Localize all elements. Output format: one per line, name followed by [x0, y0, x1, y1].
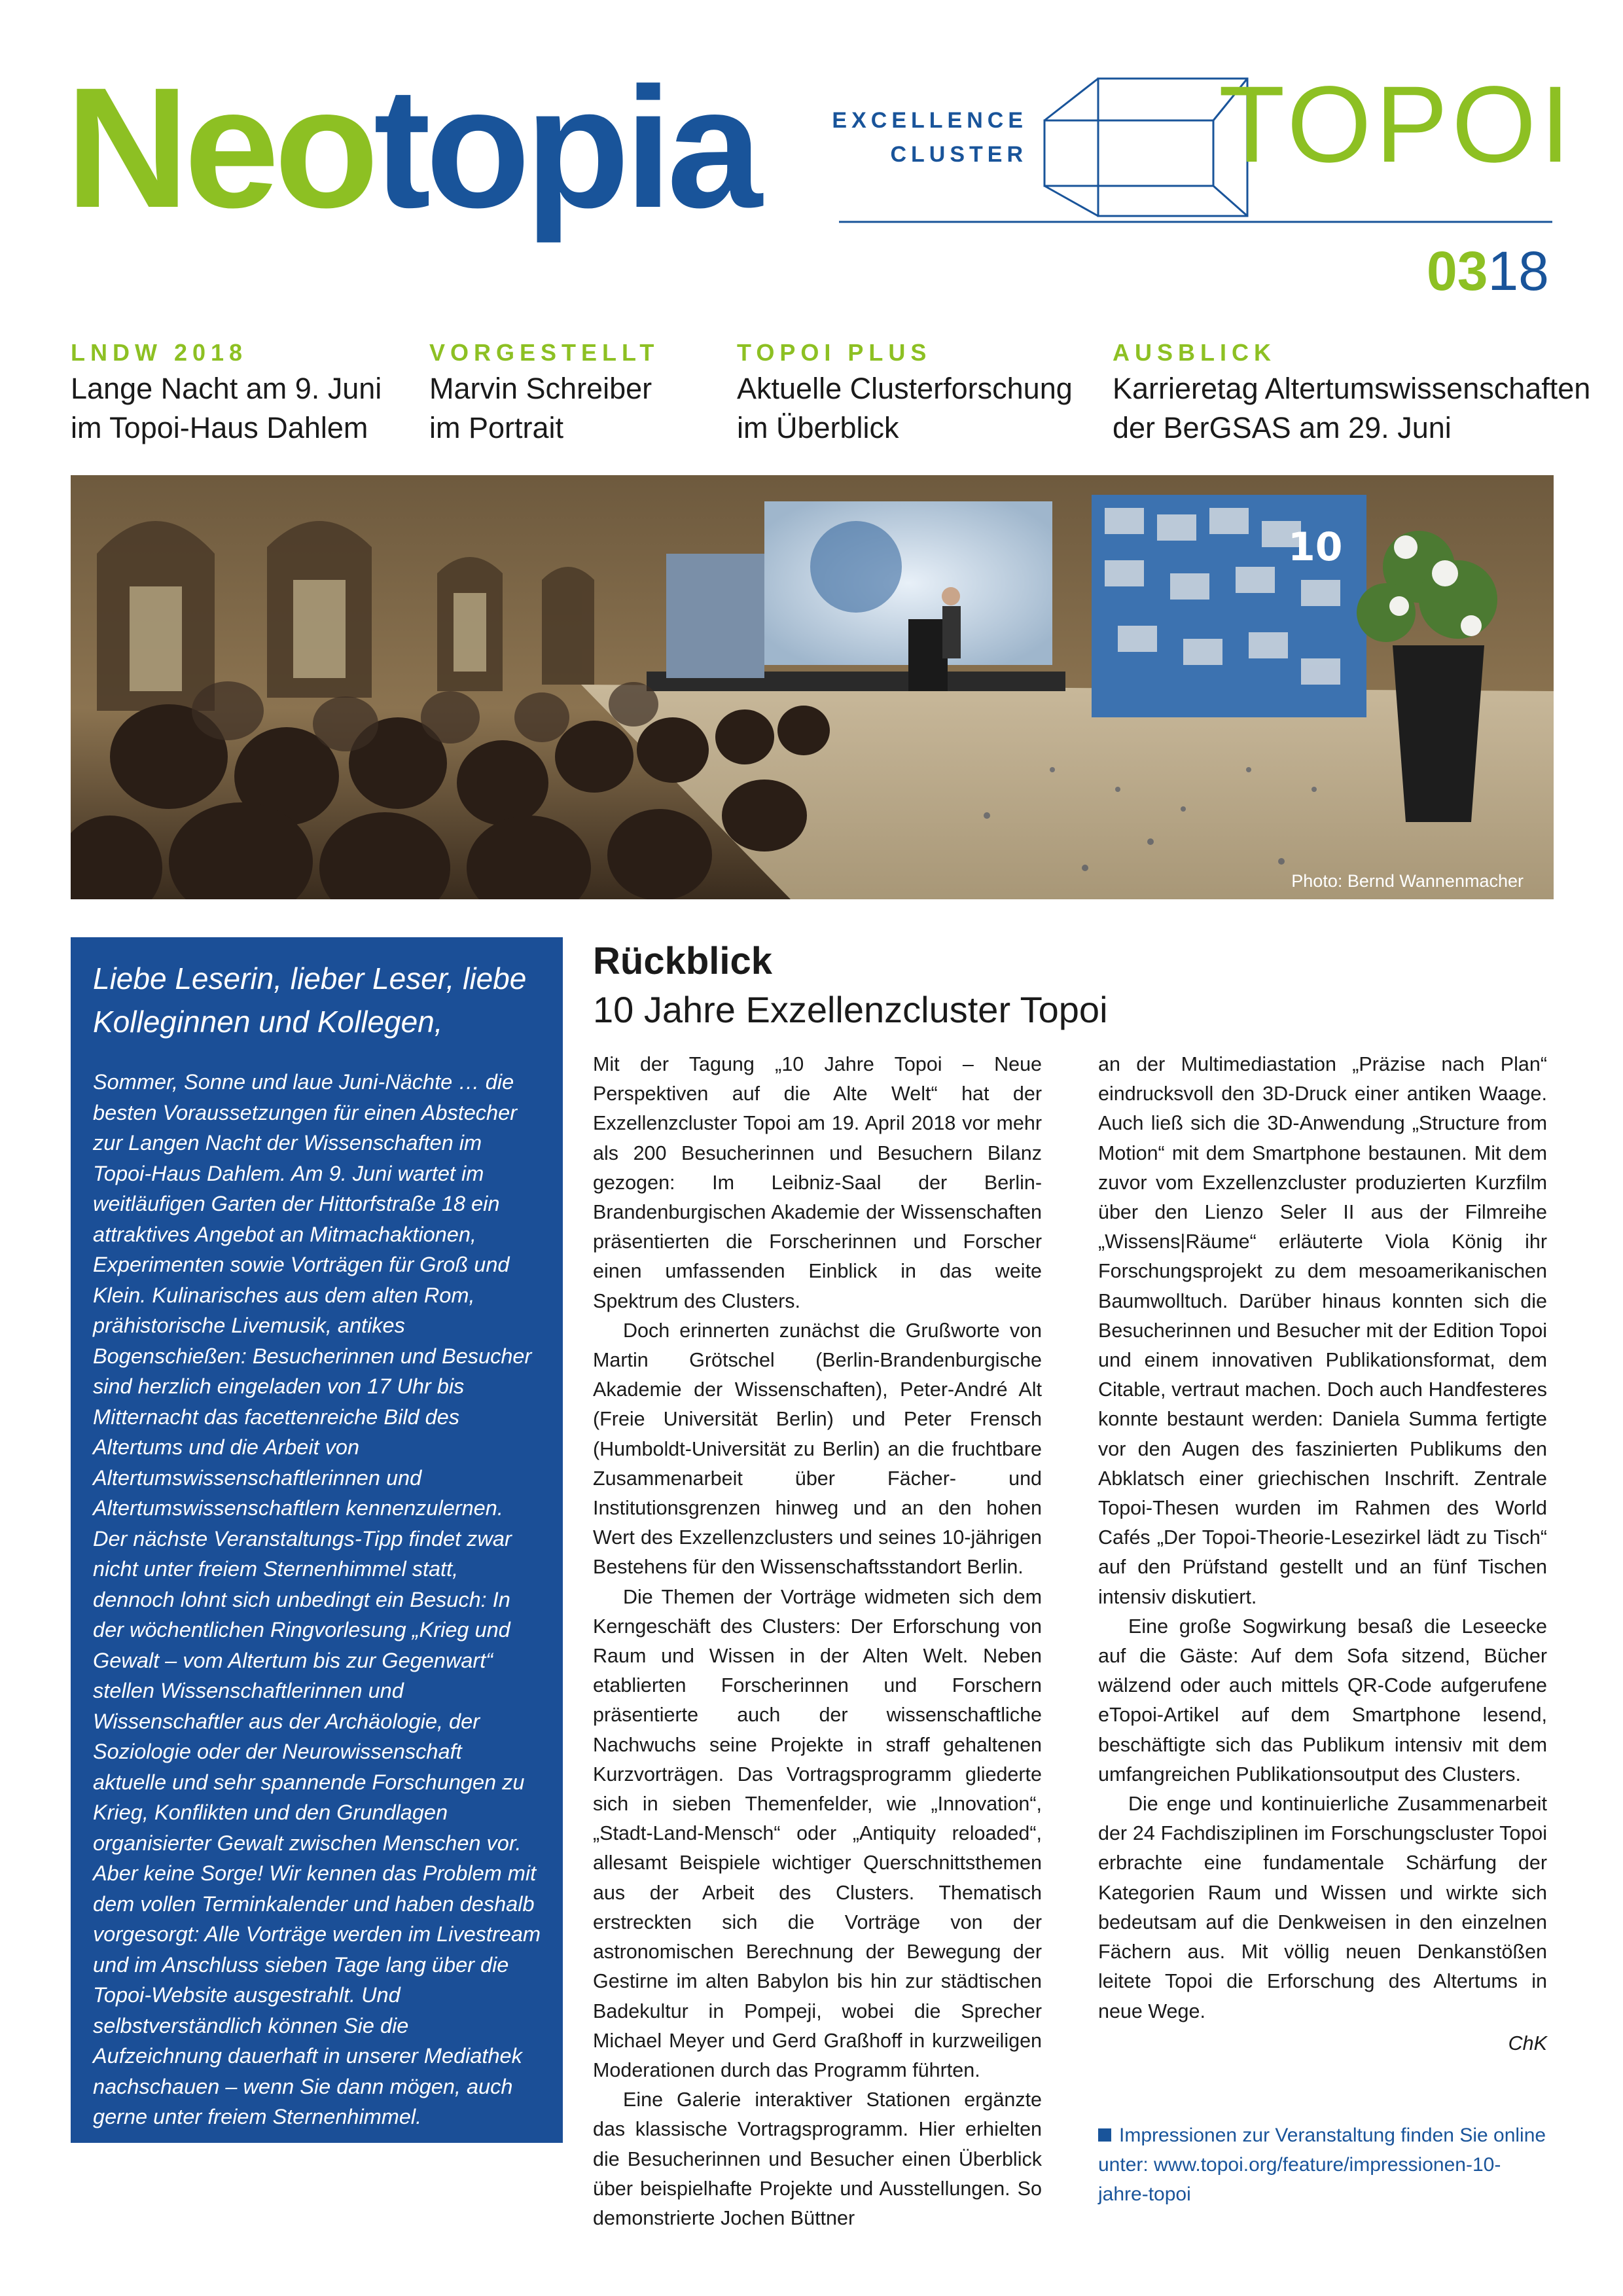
- teaser-kicker: LNDW 2018: [71, 339, 248, 366]
- photo-screen-text: 10: [1288, 524, 1343, 570]
- article-paragraph: Die Themen der Vorträge widmeten sich dem Kerngeschäft des Clusters: Der Erforschung von Raum und Wissen in der Alten Welt. Neben etablierten Forscherinnen und Forschern präsentierte auch der wissenschaftliche Nachwuchs seine Projekte in straff gehaltenen Kurzvorträgen. Das Vortragsprogramm gliederte sich in sieben Themenfelder, wie „Innovation“, „Stadt-Land-Mensch“ oder „Antiquity reloaded“, allesamt Beispiele wichtiger Querschnittsthemen aus der Arbeit des Clusters. Thematisch erstreckten sich die Vorträge von der astronomischen Berechnung der Bewegung der Gestirne im alten Babylon bis hin zur städtischen Badekultur in Pompeji, wobei die Sprecher Michael Meyer und Gerd Graßhoff in kurzweiligen Moderationen durch das Programm führten.: [593, 1585, 1042, 2081]
- title-neo: Neo: [65, 52, 374, 243]
- teaser-kicker: VORGESTELLT: [429, 339, 660, 366]
- article-kicker: Rückblick: [593, 940, 772, 982]
- article-paragraph: Doch erinnerten zunächst die Grußworte von Martin Grötschel (Berlin-Brandenburgische Akademie der Wissenschaften), Peter-André Alt (Freie Universität Berlin) und Peter Frensch (Humboldt-Universität zu Berlin) an die fruchtbare Zusammenarbeit über Fächer- und Institutionsgrenzen hinweg und an den hohen Wert des Exzellenzclusters und seines 10-jährigen Bestehens für den Wissenschaftsstandort Berlin.: [593, 1319, 1042, 1579]
- editorial-box: [71, 937, 563, 2240]
- issue-number: [1427, 240, 1549, 302]
- teaser-line: Marvin Schreiber: [429, 372, 652, 405]
- cluster-line-excellence: EXCELLENCE: [832, 108, 1027, 133]
- online-note-text[interactable]: Impressionen zur Veranstaltung finden Sie online unter: www.topoi.org/feature/impressionen-10-jahre-topoi: [1098, 2125, 1546, 2205]
- teaser-line: der BerGSAS am 29. Juni: [1113, 411, 1452, 444]
- teaser-line: Aktuelle Clusterforschung: [737, 372, 1073, 405]
- teaser-line: Karrieretag Altertumswissenschaften: [1113, 372, 1591, 405]
- topoi-brand: TOPOI: [1219, 64, 1575, 185]
- teaser-vorgestellt[interactable]: [429, 336, 659, 448]
- article-column-left: [593, 1050, 1042, 2233]
- newsletter-title: [65, 52, 757, 243]
- article-column-right: [1098, 1050, 1547, 2058]
- teaser-ausblick[interactable]: [1113, 336, 1590, 448]
- article-paragraph: Die enge und kontinuierliche Zusammenarbeit der 24 Fachdisziplinen im Forschungscluster Topoi erbrachte eine fundamentale Schärfung der Kategorien Raum und Wissen und wirkte sich bedeutsam auf die Denkweisen in den einzelnen Fächern aus. Mit völlig neuen Denkanstößen leitete Topoi die Erforschung des Altertums in neue Wege.: [1098, 1793, 1547, 2022]
- article-paragraph: Eine Galerie interaktiver Stationen ergänzte das klassische Vortragsprogramm. Hier erhielten die Besucherinnen und Besucher einen Überblick über beispielhafte Projekte und Ausstellungen. So demonstrierte Jochen Büttner: [593, 2089, 1042, 2229]
- photo-credit: Photo: Bernd Wannenmacher: [1291, 871, 1524, 891]
- teaser-line: im Topoi-Haus Dahlem: [71, 411, 368, 444]
- editorial-greeting: Liebe Leserin, lieber Leser, liebe Kolleginnen und Kollegen,: [93, 961, 527, 1039]
- cluster-line-cluster: CLUSTER: [890, 142, 1027, 167]
- article-paragraph: Mit der Tagung „10 Jahre Topoi – Neue Perspektiven auf die Alte Welt“ hat der Exzellenzcluster Topoi am 19. April 2018 vor mehr als 200 Besucherinnen und Besuchern Bilanz gezogen: Im Leibniz-Saal der Berlin-Brandenburgischen Akademie der Wissenschaften präsentierten die Forscherinnen und Forscher einen umfassenden Einblick in das weite Spektrum des Clusters.: [593, 1053, 1042, 1312]
- teaser-topoi-plus[interactable]: [737, 336, 1073, 448]
- teaser-line: im Portrait: [429, 411, 564, 444]
- article-paragraph: Eine große Sogwirkung besaß die Leseecke auf die Gäste: Auf dem Sofa sitzend, Bücher wälzend oder auch mittels QR-Code aufgerufene eTopoi-Artikel auf dem Smartphone lesend, beschäftigte sich das Publikum intensiv mit dem umfangreichen Publikationsoutput des Clusters.: [1098, 1615, 1547, 1785]
- issue-year: 18: [1488, 240, 1549, 302]
- teaser-lndw[interactable]: [71, 336, 382, 448]
- article-author: ChK: [1508, 2032, 1547, 2054]
- editorial-body: Sommer, Sonne und laue Juni-Nächte … die besten Voraussetzungen für einen Abstecher zur Langen Nacht der Wissenschaften im Topoi-Haus Dahlem. Am 9. Juni wartet im weitläufigen Garten der Hittorfstraße 18 ein attraktives Angebot an Mitmachaktionen, Experimenten sowie Vorträgen für Groß und Klein. Kulinarisches aus dem alten Rom, prähistorische Livemusik, antikes Bogenschießen: Besucherinnen und Besucher sind herzlich eingeladen von 17 Uhr bis Mitternacht das facettenreiche Bild des Altertums und die Arbeit von Altertumswissenschaftlerinnen und Altertumswissenschaftlern kennenzulernen. Der nächste Veranstaltungs-Tipp findet zwar nicht unter freiem Sternenhimmel statt, dennoch lohnt sich unbedingt ein Besuch: In der wöchentlichen Ringvorlesung „Krieg und Gewalt – vom Altertum bis zur Gegenwart“ stellen Wissenschaftlerinnen und Wissenschaftler aus der Archäologie, der Soziologie oder der Neurowissenschaft aktuelle und sehr spannende Forschungen zu Krieg, Konflikten und den Grundlagen organisierter Gewalt zwischen Menschen vor. Aber keine Sorge! Wir kennen das Problem mit dem vollen Terminkalender und haben deshalb vorgesorgt: Alle Vorträge werden im Livestream und im Anschluss sieben Tage lang über die Topoi-Website ausgestrahlt. Und selbstverständlich können Sie die Aufzeichnung dauerhaft in unserer Mediathek nachschauen – wenn Sie dann mögen, auch gerne unter freiem Sternenhimmel.: [93, 1070, 541, 2128]
- online-note[interactable]: [1098, 2121, 1547, 2209]
- issue-num: 03: [1427, 240, 1488, 302]
- article-title: 10 Jahre Exzellenzcluster Topoi: [593, 989, 1108, 1030]
- teaser-kicker: AUSBLICK: [1113, 339, 1276, 366]
- article-paragraph: an der Multimediastation „Präzise nach Plan“ eindrucksvoll den 3D-Druck einer antiken Waage. Auch ließ sich die 3D-Anwendung „Structure from Motion“ mit dem Smartphone bestaunen. Mit dem zuvor vom Exzellenzcluster produzierten Kurzfilm über den Lienzo Seler II aus der Filmreihe „Wissens|Räume“ erläuterte Viola König ihr Forschungsprojekt zu dem mesoamerikanischen Baumwolltuch. Darüber hinaus konnten sich die Besucherinnen und Besucher mit der Edition Topoi und einem innovativen Publikationsformat, dem Citable, vertraut machen. Doch auch Handfesteres konnte bestaunt werden: Daniela Summa fertigte vor den Augen des faszinierten Publikums den Abklatsch einer griechischen Inschrift. Zentrale Topoi-Thesen wurden im Rahmen des World Cafés „Der Topoi-Theorie-Lesezirkel lädt zu Tisch“ auf den Prüfstand gestellt und an fünf Tischen intensiv diskutiert.: [1098, 1053, 1547, 1608]
- teaser-line: im Überblick: [737, 411, 899, 444]
- square-bullet-icon: [1098, 2128, 1111, 2142]
- event-photo-illustration: [71, 475, 1554, 899]
- teaser-kicker: TOPOI PLUS: [737, 339, 932, 366]
- editorial-signature: Ihre Neotopia-Redaktion: [122, 2204, 515, 2240]
- title-topia: topia: [373, 52, 757, 243]
- teaser-line: Lange Nacht am 9. Juni: [71, 372, 382, 405]
- event-photo: [71, 475, 1554, 899]
- editorial-closing: Unterhaltsame Sommernächte wünscht: [93, 2174, 466, 2198]
